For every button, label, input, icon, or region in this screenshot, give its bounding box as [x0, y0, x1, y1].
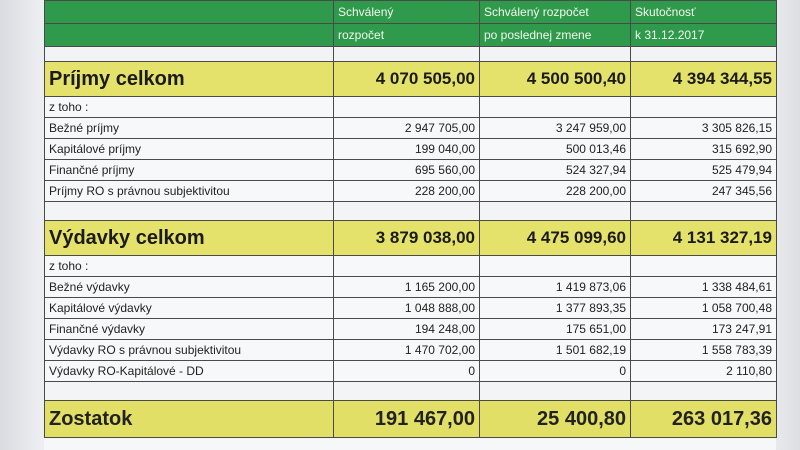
- row-value-approved: 1 470 702,00: [334, 340, 480, 361]
- row-value-amended: 524 327,94: [480, 160, 631, 181]
- vydavky-total-approved: 3 879 038,00: [334, 221, 480, 256]
- header-amended-line2: po poslednej zmene: [480, 24, 631, 47]
- row-value-amended: 3 247 959,00: [480, 118, 631, 139]
- table-row: [45, 361, 777, 382]
- table-row: [45, 277, 777, 298]
- row-value-amended: 1 501 682,19: [480, 340, 631, 361]
- table-row: [45, 319, 777, 340]
- row-label: Príjmy RO s právnou subjektivitou: [45, 181, 334, 202]
- header-amended-line1: Schválený rozpočet: [480, 1, 631, 24]
- row-label: Výdavky RO-Kapitálové - DD: [45, 361, 334, 382]
- row-label: Kapitálové príjmy: [45, 139, 334, 160]
- row-value-actual: 2 110,80: [631, 361, 777, 382]
- row-label: Výdavky RO s právnou subjektivitou: [45, 340, 334, 361]
- row-value-approved: 1 048 888,00: [334, 298, 480, 319]
- row-label: Finančné výdavky: [45, 319, 334, 340]
- header-actual-line2: k 31.12.2017: [631, 24, 777, 47]
- prijmy-z-toho-label: z toho :: [45, 97, 334, 118]
- row-value-approved: 2 947 705,00: [334, 118, 480, 139]
- table-row: [45, 340, 777, 361]
- vydavky-total-actual: 4 131 327,19: [631, 221, 777, 256]
- prijmy-total-amended: 4 500 500,40: [480, 62, 631, 97]
- vydavky-total-amended: 4 475 099,60: [480, 221, 631, 256]
- blank-row: [45, 202, 777, 221]
- vydavky-z-toho-label: z toho :: [45, 256, 334, 277]
- header-row-1: [45, 1, 777, 24]
- total-row-prijmy: [45, 62, 777, 97]
- row-value-amended: 500 013,46: [480, 139, 631, 160]
- prijmy-total-approved: 4 070 505,00: [334, 62, 480, 97]
- table-row: [45, 118, 777, 139]
- row-label: Bežné výdavky: [45, 277, 334, 298]
- table-row: [45, 139, 777, 160]
- row-value-actual: 1 338 484,61: [631, 277, 777, 298]
- row-value-approved: 228 200,00: [334, 181, 480, 202]
- row-value-amended: 228 200,00: [480, 181, 631, 202]
- prijmy-z-toho-row: [45, 97, 777, 118]
- prijmy-total-label: Príjmy celkom: [45, 62, 334, 97]
- zostatok-actual: 263 017,36: [631, 401, 777, 438]
- row-value-actual: 315 692,90: [631, 139, 777, 160]
- row-value-amended: 1 377 893,35: [480, 298, 631, 319]
- row-label: Finančné príjmy: [45, 160, 334, 181]
- row-value-actual: 1 558 783,39: [631, 340, 777, 361]
- row-value-actual: 3 305 826,15: [631, 118, 777, 139]
- header-cell-empty: [45, 24, 334, 47]
- zostatok-label: Zostatok: [45, 401, 334, 438]
- vydavky-z-toho-row: [45, 256, 777, 277]
- table-row: [45, 160, 777, 181]
- header-cell-empty: [45, 1, 334, 24]
- row-value-amended: 175 651,00: [480, 319, 631, 340]
- zostatok-approved: 191 467,00: [334, 401, 480, 438]
- row-value-approved: 695 560,00: [334, 160, 480, 181]
- table-row: [45, 298, 777, 319]
- row-label: Kapitálové výdavky: [45, 298, 334, 319]
- row-value-actual: 525 479,94: [631, 160, 777, 181]
- row-value-approved: 194 248,00: [334, 319, 480, 340]
- row-value-amended: 1 419 873,06: [480, 277, 631, 298]
- budget-table: [44, 0, 777, 438]
- spacer-row: [45, 47, 777, 62]
- header-row-2: [45, 24, 777, 47]
- vydavky-total-label: Výdavky celkom: [45, 221, 334, 256]
- blank-row: [45, 382, 777, 401]
- row-value-approved: 199 040,00: [334, 139, 480, 160]
- header-actual-line1: Skutočnosť: [631, 1, 777, 24]
- row-value-amended: 0: [480, 361, 631, 382]
- row-value-actual: 1 058 700,48: [631, 298, 777, 319]
- zostatok-row: [45, 401, 777, 438]
- header-approved-line2: rozpočet: [334, 24, 480, 47]
- table-row: [45, 181, 777, 202]
- total-row-vydavky: [45, 221, 777, 256]
- row-label: Bežné príjmy: [45, 118, 334, 139]
- row-value-approved: 0: [334, 361, 480, 382]
- row-value-approved: 1 165 200,00: [334, 277, 480, 298]
- zostatok-amended: 25 400,80: [480, 401, 631, 438]
- prijmy-total-actual: 4 394 344,55: [631, 62, 777, 97]
- budget-sheet: [44, 0, 776, 450]
- row-value-actual: 247 345,56: [631, 181, 777, 202]
- row-value-actual: 173 247,91: [631, 319, 777, 340]
- header-approved-line1: Schválený: [334, 1, 480, 24]
